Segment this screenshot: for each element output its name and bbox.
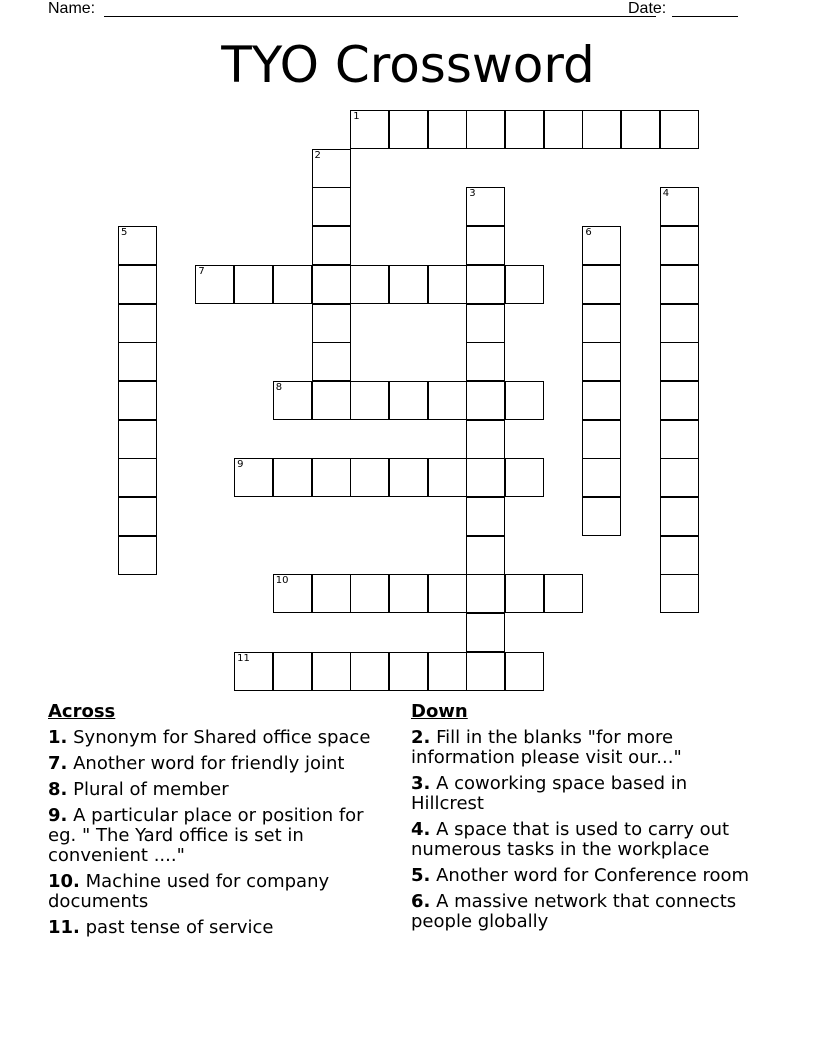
grid-cell[interactable] <box>582 265 621 304</box>
grid-cell[interactable] <box>234 652 273 691</box>
cell-number: 10 <box>275 575 289 587</box>
date-label: Date: <box>628 0 667 17</box>
grid-cell[interactable] <box>505 574 544 613</box>
page-title: TYO Crossword <box>221 36 595 94</box>
grid-cell[interactable] <box>505 652 544 691</box>
grid-cell[interactable] <box>660 536 699 575</box>
clue-item <box>48 754 393 774</box>
grid-cell[interactable] <box>660 342 699 381</box>
grid-cell[interactable] <box>466 381 505 420</box>
clue-number: 5. <box>411 865 431 886</box>
grid-cell[interactable] <box>389 110 428 149</box>
grid-cell[interactable] <box>350 652 389 691</box>
down-heading: Down <box>411 701 468 722</box>
grid-cell[interactable] <box>234 458 273 497</box>
clue-text: Synonym for Shared office space <box>73 727 371 748</box>
grid-cell[interactable] <box>195 265 234 304</box>
cell-number: 11 <box>237 652 250 664</box>
clue-item <box>411 728 761 768</box>
clue-text: past tense of service <box>85 917 274 938</box>
grid-cell[interactable] <box>312 265 351 304</box>
grid-cell[interactable] <box>660 458 699 497</box>
grid-cell[interactable] <box>621 110 660 149</box>
clue-item <box>48 918 393 938</box>
grid-cell[interactable] <box>582 458 621 497</box>
clue-text: A space that is used to carry out numerous tasks in the workplace <box>411 819 730 860</box>
grid-cell[interactable] <box>544 574 583 613</box>
grid-cell[interactable] <box>428 110 467 149</box>
grid-cell[interactable] <box>312 342 351 381</box>
grid-cell[interactable] <box>118 265 157 304</box>
clue-number: 7. <box>48 753 68 774</box>
grid-cell[interactable] <box>428 652 467 691</box>
grid-cell[interactable] <box>234 265 273 304</box>
cell-number: 4 <box>662 188 670 200</box>
grid-cell[interactable] <box>312 149 351 188</box>
cell-number: 9 <box>237 459 244 471</box>
grid-cell[interactable] <box>350 458 389 497</box>
grid-cell[interactable] <box>118 304 157 343</box>
grid-cell[interactable] <box>312 226 351 265</box>
grid-cell[interactable] <box>118 458 157 497</box>
cell-number: 2 <box>314 149 321 161</box>
grid-cell[interactable] <box>466 265 505 304</box>
clue-text: Another word for Conference room <box>436 865 750 886</box>
across-heading: Across <box>48 701 116 722</box>
grid-cell[interactable] <box>118 497 157 536</box>
grid-cell[interactable] <box>660 265 699 304</box>
clue-text: A particular place or position for eg. " The Yard office is set in convenient ...." <box>48 805 364 866</box>
grid-cell[interactable] <box>118 420 157 459</box>
grid-cell[interactable] <box>118 381 157 420</box>
grid-cell[interactable] <box>118 342 157 381</box>
clue-number: 11. <box>48 917 80 938</box>
grid-cell[interactable] <box>660 226 699 265</box>
clue-item <box>411 774 761 814</box>
clue-number: 6. <box>411 891 431 912</box>
name-label: Name: <box>48 0 96 17</box>
grid-cell[interactable] <box>389 381 428 420</box>
clue-number: 8. <box>48 779 68 800</box>
grid-cell[interactable] <box>582 342 621 381</box>
grid-cell[interactable] <box>466 536 505 575</box>
grid-cell[interactable] <box>660 304 699 343</box>
grid-cell[interactable] <box>312 458 351 497</box>
clue-text: A coworking space based in Hillcrest <box>411 773 688 814</box>
grid-cell[interactable] <box>505 381 544 420</box>
grid-cell[interactable] <box>312 652 351 691</box>
grid-cell[interactable] <box>466 420 505 459</box>
grid-cell[interactable] <box>544 110 583 149</box>
grid-cell[interactable] <box>466 110 505 149</box>
grid-cell[interactable] <box>273 265 312 304</box>
clue-text: Another word for friendly joint <box>73 753 345 774</box>
grid-cell[interactable] <box>273 574 312 613</box>
clue-number: 1. <box>48 727 68 748</box>
grid-cell[interactable] <box>660 110 699 149</box>
clue-number: 9. <box>48 805 68 826</box>
clue-number: 4. <box>411 819 431 840</box>
grid-cell[interactable] <box>428 458 467 497</box>
cell-number: 6 <box>585 227 592 239</box>
grid-cell[interactable] <box>505 265 544 304</box>
grid-cell[interactable] <box>389 574 428 613</box>
clue-number: 2. <box>411 727 431 748</box>
grid-cell[interactable] <box>389 265 428 304</box>
grid-cell[interactable] <box>466 652 505 691</box>
grid-cell[interactable] <box>350 110 389 149</box>
grid-cell[interactable] <box>660 187 699 226</box>
cell-number: 5 <box>121 227 128 239</box>
clue-item <box>411 820 761 860</box>
grid-cell[interactable] <box>389 458 428 497</box>
clue-item <box>48 780 393 800</box>
clue-item <box>48 872 393 912</box>
cell-number: 7 <box>198 265 205 277</box>
grid-cell[interactable] <box>466 226 505 265</box>
clue-item <box>411 866 761 886</box>
clue-text: Machine used for company documents <box>48 871 330 912</box>
grid-cell[interactable] <box>466 574 505 613</box>
grid-cell[interactable] <box>582 497 621 536</box>
grid-cell[interactable] <box>389 652 428 691</box>
grid-cell[interactable] <box>660 381 699 420</box>
grid-cell[interactable] <box>582 226 621 265</box>
clue-text: A massive network that connects people globally <box>411 891 737 932</box>
clue-text: Plural of member <box>73 779 229 800</box>
grid-cell[interactable] <box>466 497 505 536</box>
grid-cell[interactable] <box>350 574 389 613</box>
grid-cell[interactable] <box>273 381 312 420</box>
clue-number: 3. <box>411 773 431 794</box>
grid-cell[interactable] <box>582 304 621 343</box>
grid-cell[interactable] <box>466 458 505 497</box>
grid-cell[interactable] <box>660 574 699 613</box>
grid-cell[interactable] <box>660 497 699 536</box>
grid-cell[interactable] <box>273 652 312 691</box>
grid-cell[interactable] <box>466 187 505 226</box>
cell-number: 8 <box>275 381 283 393</box>
clue-item <box>48 728 393 748</box>
grid-cell[interactable] <box>582 420 621 459</box>
down-clues <box>411 700 761 938</box>
grid-cell[interactable] <box>350 265 389 304</box>
grid-cell[interactable] <box>582 381 621 420</box>
clue-item <box>48 806 393 866</box>
clue-item <box>411 892 761 932</box>
grid-cell[interactable] <box>350 381 389 420</box>
grid-cell[interactable] <box>312 381 351 420</box>
grid-cell[interactable] <box>660 420 699 459</box>
across-clues <box>48 700 393 944</box>
grid-cell[interactable] <box>466 304 505 343</box>
grid-cell[interactable] <box>582 110 621 149</box>
clue-number: 10. <box>48 871 80 892</box>
grid-cell[interactable] <box>312 574 351 613</box>
grid-cell[interactable] <box>466 613 505 652</box>
grid-cell[interactable] <box>505 110 544 149</box>
grid-cell[interactable] <box>428 574 467 613</box>
clue-text: Fill in the blanks "for more information please visit our..." <box>411 727 682 768</box>
grid-cell[interactable] <box>505 458 544 497</box>
cell-number: 3 <box>469 188 476 200</box>
grid-cell[interactable] <box>118 536 157 575</box>
grid-cell[interactable] <box>118 226 157 265</box>
grid-cell[interactable] <box>466 342 505 381</box>
grid-cell[interactable] <box>428 381 467 420</box>
grid-cell[interactable] <box>428 265 467 304</box>
grid-cell[interactable] <box>273 458 312 497</box>
cell-number: 1 <box>353 111 360 122</box>
grid-cell[interactable] <box>312 304 351 343</box>
grid-cell[interactable] <box>312 187 351 226</box>
